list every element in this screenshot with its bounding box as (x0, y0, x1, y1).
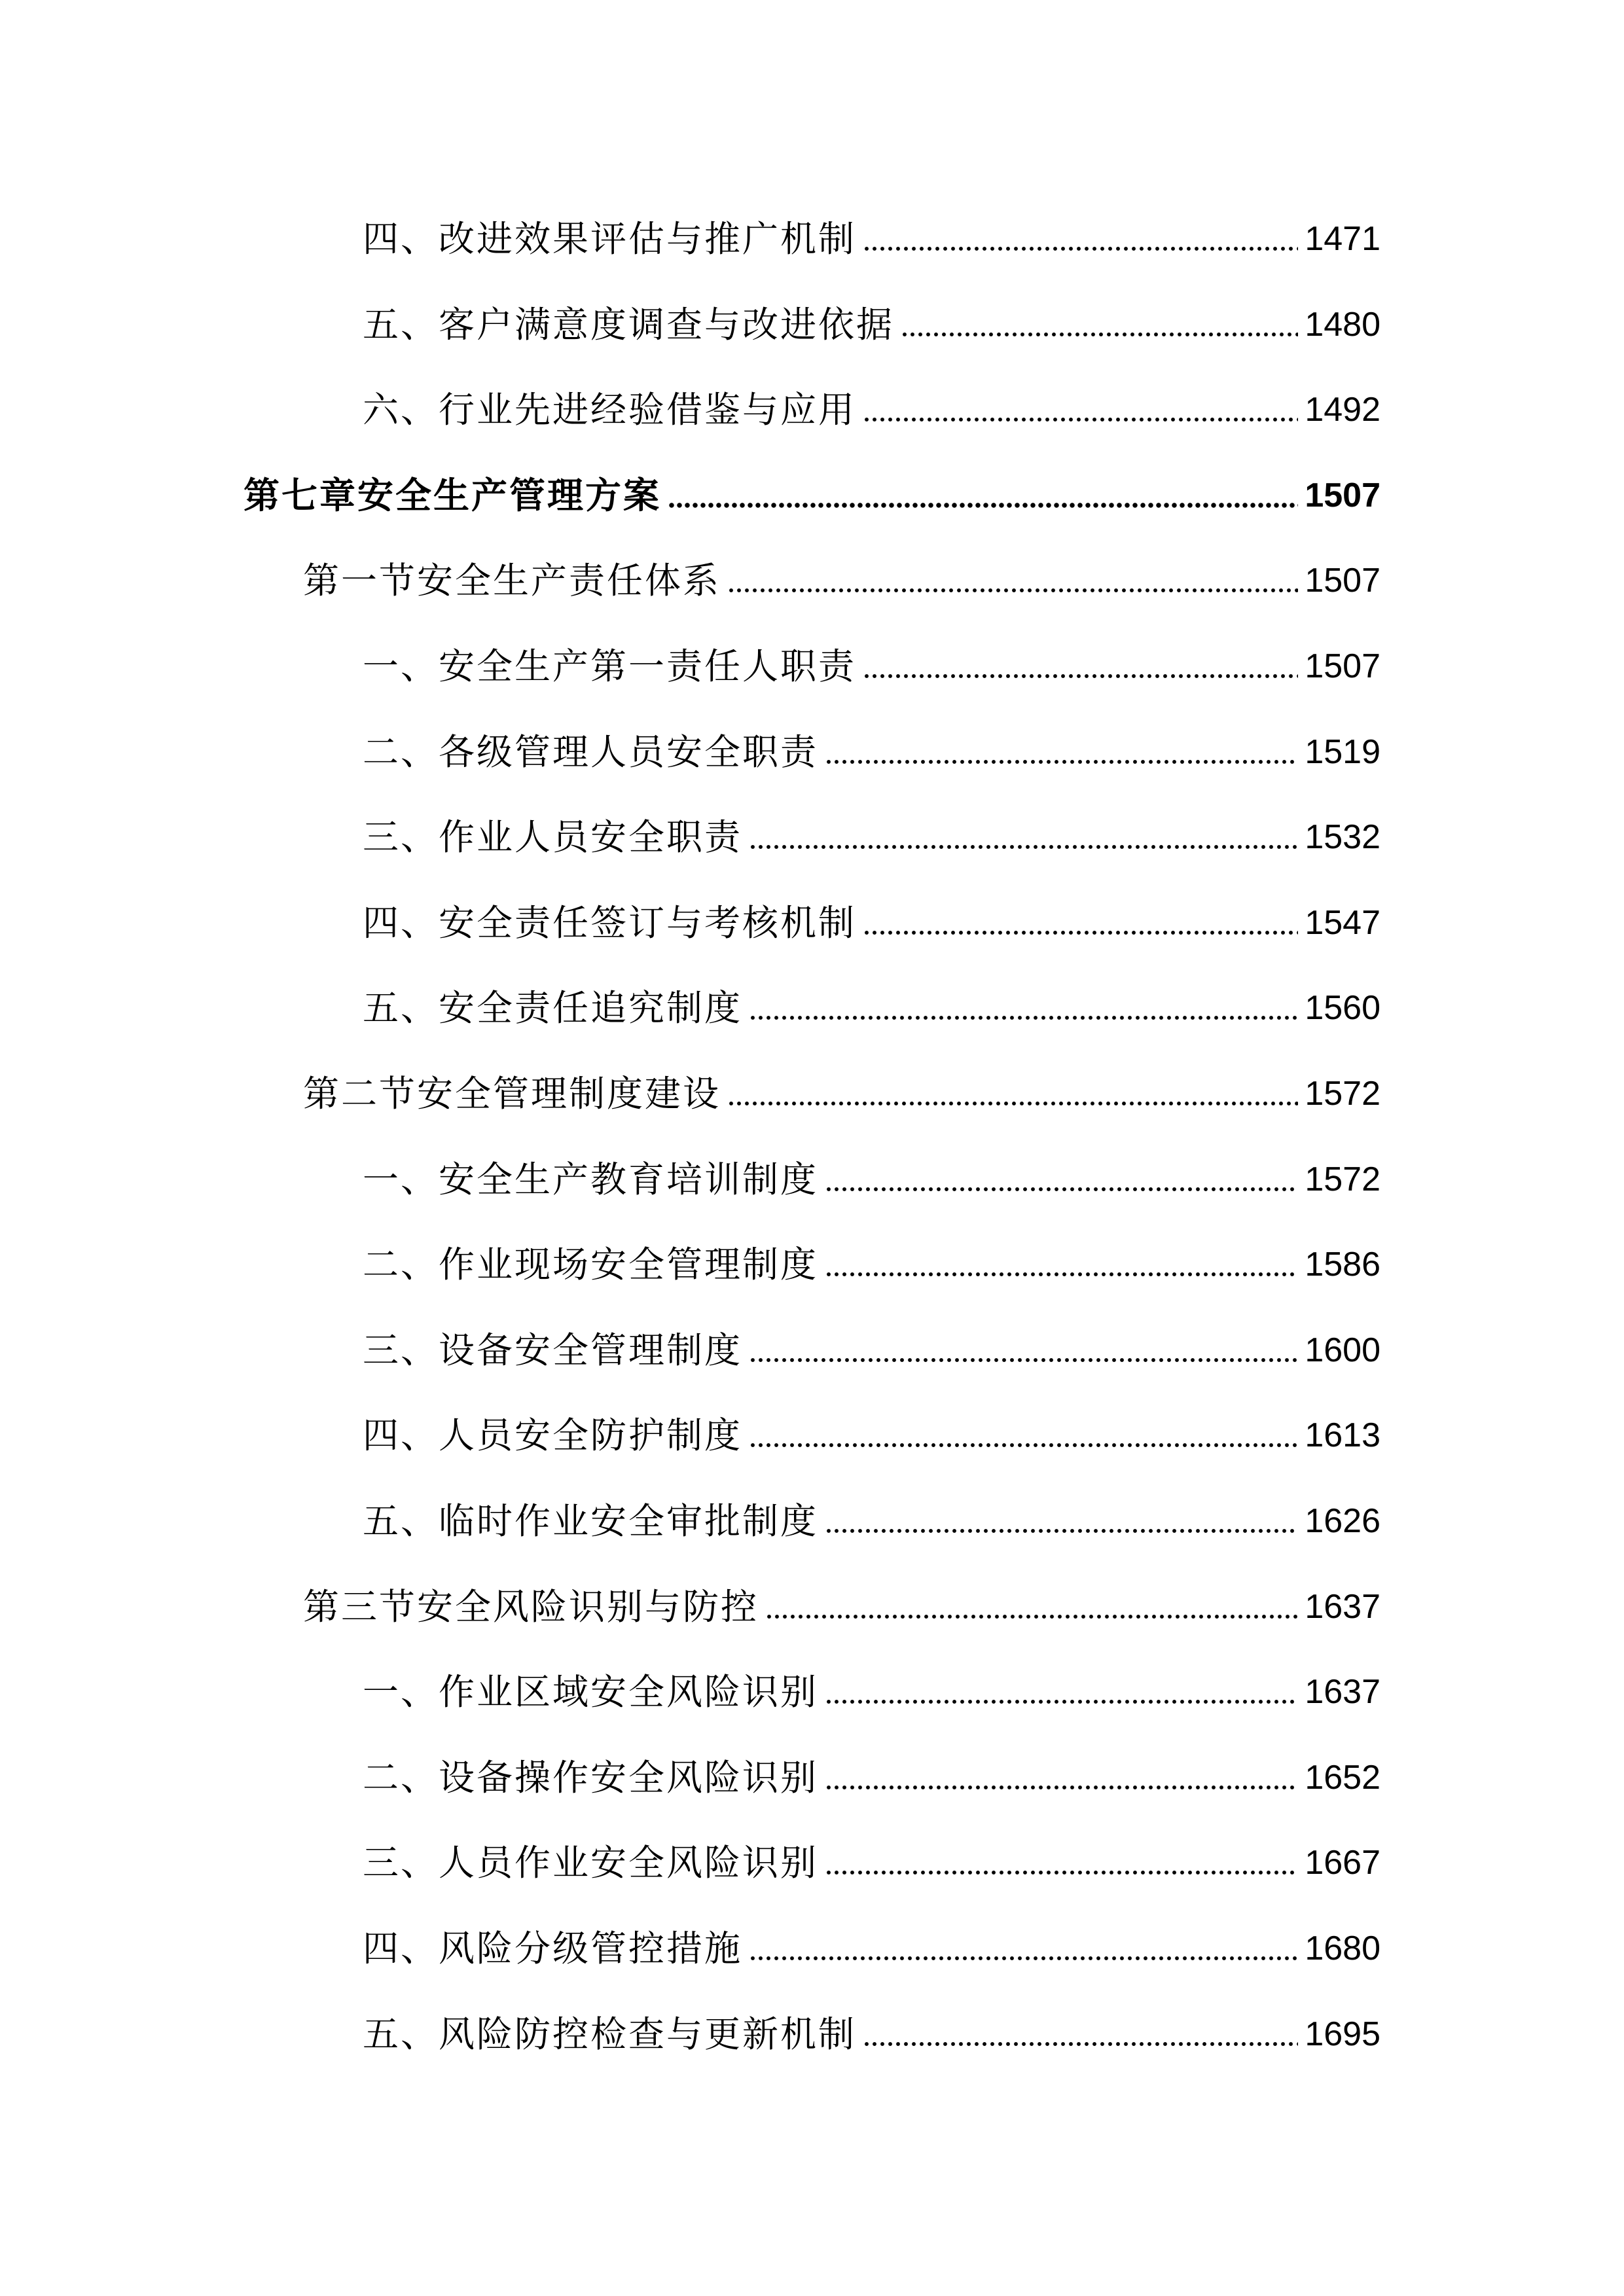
toc-entry-title: 第七章安全生产管理方案 (244, 475, 662, 516)
dot-leader (863, 643, 1298, 679)
toc-entry-title: 第三节安全风险识别与防控 (303, 1586, 759, 1628)
dot-leader (825, 1840, 1298, 1875)
toc-entry-page-number: 1519 (1305, 733, 1380, 771)
toc-entry-title: 二、作业现场安全管理制度 (363, 1244, 819, 1285)
toc-entry-item[interactable] (363, 1840, 1380, 1886)
dot-leader (749, 1412, 1298, 1448)
toc-entry-title: 三、设备安全管理制度 (363, 1329, 743, 1371)
dot-leader (825, 729, 1298, 764)
toc-entry-title: 第一节安全生产责任体系 (303, 560, 721, 601)
toc-entry-title: 四、安全责任签订与考核机制 (363, 902, 857, 944)
toc-entry-item[interactable] (363, 643, 1380, 689)
toc-entry-page-number: 1507 (1305, 647, 1380, 685)
toc-entry-item[interactable] (363, 985, 1380, 1031)
dot-leader (825, 1157, 1298, 1192)
toc-entry-page-number: 1652 (1305, 1759, 1380, 1797)
toc-entry-title: 四、风险分级管控措施 (363, 1928, 743, 1969)
dot-leader (727, 558, 1298, 593)
toc-entry-title: 二、各级管理人员安全职责 (363, 731, 819, 773)
toc-entry-title: 五、临时作业安全审批制度 (363, 1500, 819, 1542)
toc-entry-title: 五、客户满意度调查与改进依据 (363, 304, 895, 346)
toc-entry-page-number: 1471 (1305, 220, 1380, 258)
toc-entry-page-number: 1695 (1305, 2015, 1380, 2053)
dot-leader (749, 985, 1298, 1020)
toc-entry-page-number: 1547 (1305, 904, 1380, 942)
dot-leader (863, 2011, 1298, 2047)
toc-entry-item[interactable] (363, 302, 1380, 348)
toc-entry-section[interactable] (303, 558, 1380, 603)
toc-entry-page-number: 1480 (1305, 306, 1380, 344)
toc-entry-title: 五、风险防控检查与更新机制 (363, 2013, 857, 2055)
dot-leader (825, 1669, 1298, 1704)
toc-entry-item[interactable] (363, 387, 1380, 433)
toc-entry-item[interactable] (363, 900, 1380, 946)
toc-entry-item[interactable] (363, 1926, 1380, 1971)
dot-leader (863, 387, 1298, 422)
toc-entry-page-number: 1532 (1305, 818, 1380, 856)
toc-entry-title: 六、行业先进经验借鉴与应用 (363, 389, 857, 431)
toc-entry-title: 一、安全生产教育培训制度 (363, 1158, 819, 1200)
toc-entry-title: 二、设备操作安全风险识别 (363, 1757, 819, 1799)
dot-leader (765, 1584, 1298, 1619)
toc-entry-item[interactable] (363, 1157, 1380, 1202)
toc-entry-item[interactable] (363, 729, 1380, 775)
toc-entry-title: 一、安全生产第一责任人职责 (363, 645, 857, 687)
toc-entry-item[interactable] (363, 1242, 1380, 1287)
toc-entry-page-number: 1680 (1305, 1929, 1380, 1967)
toc-entry-page-number: 1637 (1305, 1673, 1380, 1711)
toc-entry-title: 三、作业人员安全职责 (363, 816, 743, 858)
toc-entry-page-number: 1637 (1305, 1588, 1380, 1626)
toc-entry-title: 四、改进效果评估与推广机制 (363, 218, 857, 260)
toc-entry-page-number: 1507 (1305, 562, 1380, 600)
toc-entry-page-number: 1507 (1305, 476, 1380, 514)
toc-entry-page-number: 1613 (1305, 1416, 1380, 1454)
dot-leader (668, 473, 1298, 508)
toc-entry-page-number: 1560 (1305, 989, 1380, 1027)
dot-leader (825, 1498, 1298, 1534)
toc-entry-section[interactable] (303, 1584, 1380, 1630)
toc-entry-item[interactable] (363, 1412, 1380, 1458)
toc-entry-page-number: 1626 (1305, 1502, 1380, 1540)
dot-leader (863, 900, 1298, 935)
dot-leader (825, 1755, 1298, 1790)
toc-entry-page-number: 1572 (1305, 1160, 1380, 1198)
toc-entry-item[interactable] (363, 1498, 1380, 1544)
toc-entry-item[interactable] (363, 1669, 1380, 1715)
toc-entry-item[interactable] (363, 814, 1380, 860)
dot-leader (727, 1071, 1298, 1106)
toc-entry-title: 第二节安全管理制度建设 (303, 1073, 721, 1115)
toc-entry-section[interactable] (303, 1071, 1380, 1117)
toc-entry-item[interactable] (363, 216, 1380, 262)
dot-leader (749, 1327, 1298, 1363)
toc-entry-chapter[interactable] (244, 473, 1380, 518)
toc-entry-item[interactable] (363, 1755, 1380, 1801)
dot-leader (825, 1242, 1298, 1277)
dot-leader (749, 814, 1298, 850)
toc-entry-title: 四、人员安全防护制度 (363, 1414, 743, 1456)
toc-entry-page-number: 1600 (1305, 1331, 1380, 1369)
toc-entry-item[interactable] (363, 1327, 1380, 1373)
toc-entry-page-number: 1572 (1305, 1075, 1380, 1113)
toc-entry-page-number: 1492 (1305, 391, 1380, 429)
toc-entry-page-number: 1586 (1305, 1246, 1380, 1283)
toc-entry-title: 三、人员作业安全风险识别 (363, 1842, 819, 1884)
toc-entry-title: 一、作业区域安全风险识别 (363, 1671, 819, 1713)
toc-entry-page-number: 1667 (1305, 1844, 1380, 1882)
dot-leader (863, 216, 1298, 251)
dot-leader (901, 302, 1298, 337)
dot-leader (749, 1926, 1298, 1961)
toc-entry-title: 五、安全责任追究制度 (363, 987, 743, 1029)
toc-entry-item[interactable] (363, 2011, 1380, 2057)
